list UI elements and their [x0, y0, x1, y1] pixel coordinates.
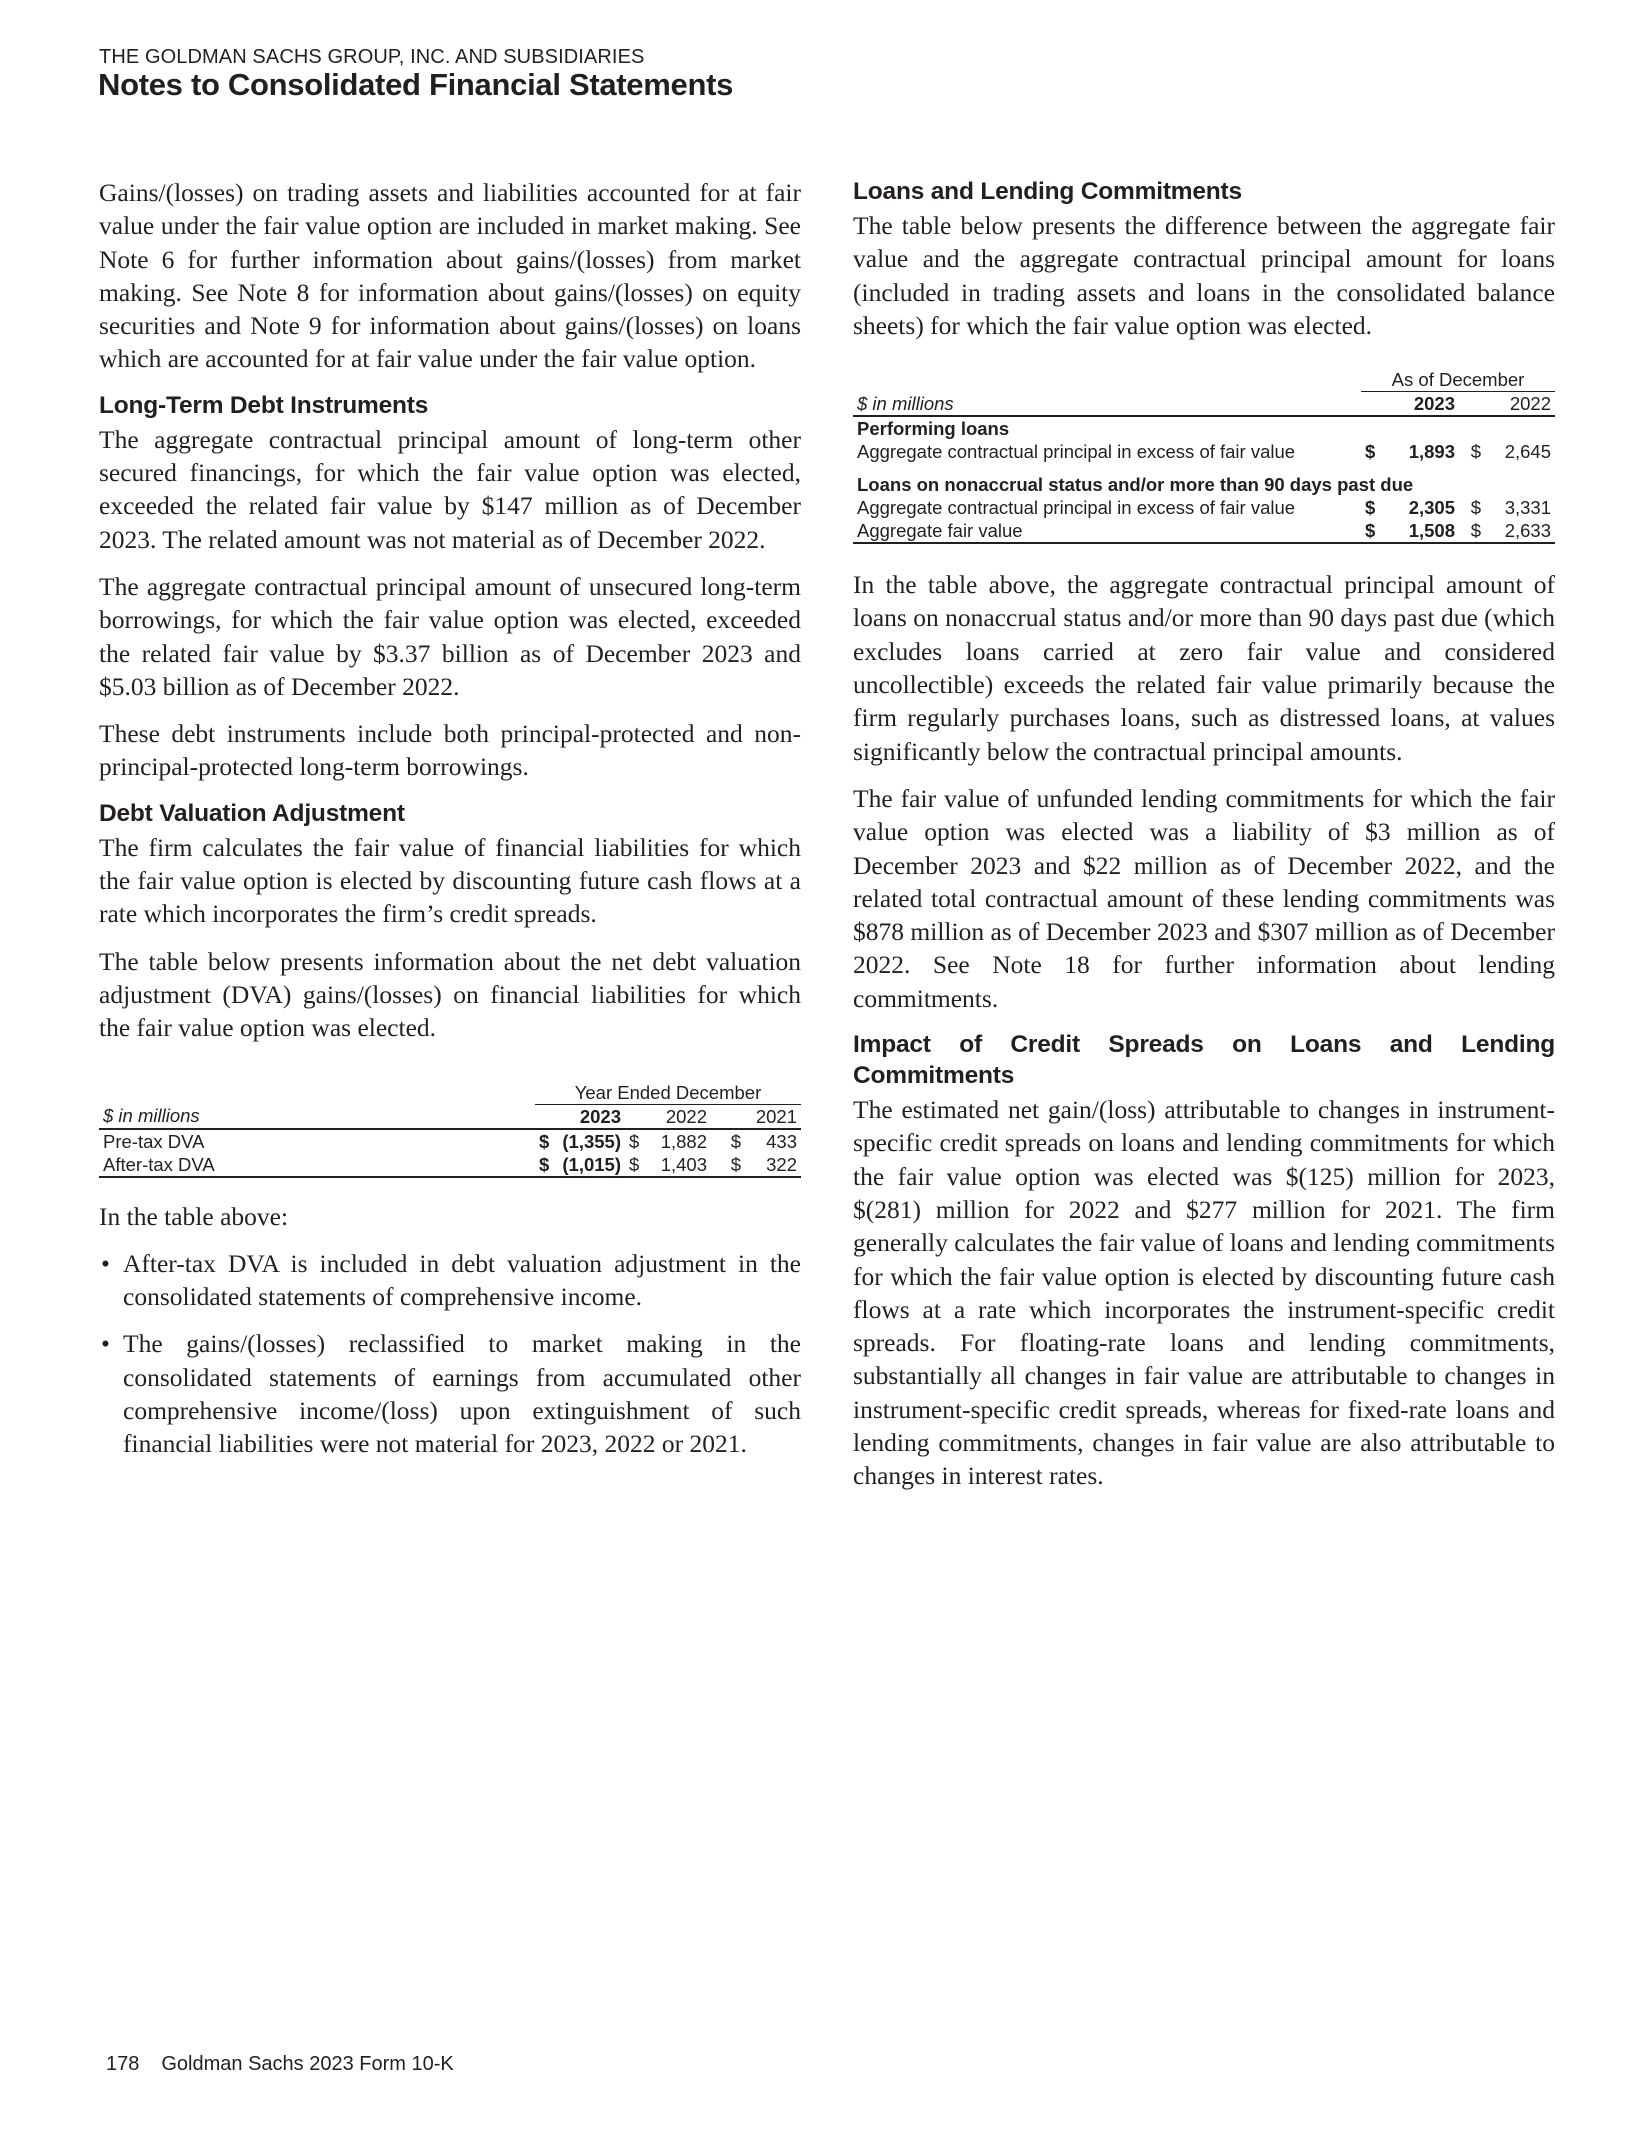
- dva-table: [99, 1081, 801, 1178]
- currency-symbol: $: [1365, 441, 1376, 463]
- currency-symbol: $: [535, 1153, 557, 1177]
- paragraph: The table below presents information about the net debt valuation adjustment (DVA) gains/(losses) on financial liabilities for which the fair value option was elected.: [99, 946, 801, 1043]
- currency-symbol: $: [1365, 497, 1376, 519]
- paragraph: The aggregate contractual principal amount of long-term other secured financings, for which the fair value option was elected, exceeded the related fair value by $147 million as of December 2023. The related amount was not material as of December 2022.: [99, 424, 801, 554]
- section-heading-long-term-debt: Long-Term Debt Instruments: [99, 391, 429, 419]
- section-heading-dva: Debt Valuation Adjustment: [99, 799, 405, 827]
- list-item-text: After-tax DVA is included in debt valuation adjustment in the consolidated statements of comprehensive income.: [123, 1248, 801, 1312]
- table-group-header: Year Ended December: [535, 1081, 801, 1105]
- row-label: Pre-tax DVA: [103, 1130, 205, 1152]
- bullet-icon: •: [101, 1329, 110, 1359]
- paragraph: The firm calculates the fair value of financial liabilities for which the fair value option is elected by discounting future cash flows at a rate which incorporates the firm’s credit spreads.: [99, 832, 801, 929]
- section-heading-credit-spreads: Impact of Credit Spreads on Loans and Lending Commitments: [853, 1031, 1555, 1090]
- row-label: After-tax DVA: [99, 1153, 535, 1177]
- currency-symbol: $: [625, 1153, 647, 1177]
- currency-symbol: $: [1361, 519, 1383, 543]
- paragraph: In the table above, the aggregate contractual principal amount of loans on nonaccrual status and/or more than 90 days past due (which excludes loans carried at zero fair value and considered uncollectible) exceeds the related fair value primarily because the firm regularly purchases loans, such as distressed loans, at values significantly below the contractual principal amounts.: [853, 570, 1555, 766]
- cell-value: 322: [745, 1153, 801, 1177]
- currency-symbol: $: [730, 1130, 741, 1152]
- cell-value: 1,403: [647, 1153, 711, 1177]
- paragraph: The aggregate contractual principal amount of unsecured long-term borrowings, for which the fair value option was elected, exceeded the related fair value by $3.37 billion as of December 2023 and $5.03 billion as of December 2022.: [99, 571, 801, 701]
- currency-symbol: $: [1470, 497, 1481, 519]
- left-column: [99, 176, 801, 1475]
- right-column: [853, 176, 1555, 1507]
- company-name: THE GOLDMAN SACHS GROUP, INC. AND SUBSIDIARIES: [99, 46, 645, 68]
- column-header: 2023: [1383, 392, 1459, 417]
- bullet-list: [99, 1247, 801, 1461]
- cell-value: 1,882: [660, 1130, 707, 1152]
- row-label: Aggregate contractual principal in excess of fair value: [857, 441, 1296, 463]
- column-header: 2021: [745, 1104, 801, 1129]
- currency-symbol: $: [539, 1130, 550, 1152]
- table-row: [99, 1129, 801, 1153]
- cell-value: 2,305: [1408, 497, 1455, 519]
- table-section-title: Loans on nonaccrual status and/or more than 90 days past due: [857, 474, 1414, 496]
- table-units: $ in millions: [853, 392, 1361, 417]
- bullet-icon: •: [101, 1248, 110, 1278]
- paragraph: The estimated net gain/(loss) attributable to changes in instrument-specific credit spreads on loans and lending commitments for which the fair value option was elected was $(125) million for 2023, $(281) million for 2022 and $277 million for 2021. The firm generally calculates the fair value of loans and lending commitments for which the fair value option is elected by discounting future cash flows at a rate which incorporates the instrument-specific credit spreads. For floating-rate loans and lending commitments, substantially all changes in fair value are attributable to changes in instrument-specific credit spreads, whereas for fixed-rate loans and lending commitments, changes in fair value are also attributable to changes in interest rates.: [853, 1095, 1555, 1491]
- row-label: Aggregate fair value: [853, 519, 1361, 543]
- page-footer: [106, 2053, 454, 2076]
- cell-value: 1,893: [1408, 441, 1455, 463]
- table-row: [853, 519, 1555, 543]
- column-header: 2022: [647, 1104, 711, 1129]
- list-item: [99, 1247, 801, 1314]
- paragraph: These debt instruments include both principal-protected and non-principal-protected long-term borrowings.: [99, 719, 801, 782]
- table-units: $ in millions: [99, 1104, 535, 1129]
- page-number: 178: [106, 2053, 140, 2075]
- table-row: [853, 440, 1555, 463]
- table-section-title: Performing loans: [857, 418, 1010, 440]
- currency-symbol: $: [711, 1153, 745, 1177]
- cell-value: 1,508: [1383, 519, 1459, 543]
- loans-table: [853, 368, 1555, 544]
- currency-symbol: $: [1470, 441, 1481, 463]
- list-item: [99, 1327, 801, 1460]
- paragraph: In the table above:: [99, 1201, 289, 1231]
- cell-value: 2,633: [1485, 519, 1555, 543]
- cell-value: 2,645: [1504, 441, 1551, 463]
- section-heading-loans: Loans and Lending Commitments: [853, 178, 1242, 205]
- cell-value: (1,015): [557, 1153, 625, 1177]
- currency-symbol: $: [629, 1130, 640, 1152]
- cell-value: (1,355): [562, 1130, 621, 1152]
- row-label: Aggregate contractual principal in excess of fair value: [857, 497, 1296, 519]
- cell-value: 3,331: [1504, 497, 1551, 519]
- document-name: Goldman Sachs 2023 Form 10-K: [161, 2053, 454, 2075]
- cell-value: 433: [766, 1130, 797, 1152]
- currency-symbol: $: [1459, 519, 1485, 543]
- paragraph: The table below presents the difference between the aggregate fair value and the aggregate contractual principal amount for loans (included in trading assets and loans in the consolidated balance sheets) for which the fair value option was elected.: [853, 211, 1555, 340]
- table-row: [99, 1153, 801, 1177]
- intro-paragraph: Gains/(losses) on trading assets and liabilities accounted for at fair value under the fair value option are included in market making. See Note 6 for further information about gains/(losses) from market making. See Note 8 for information about gains/(losses) on equity securities and Note 9 for information about gains/(losses) on loans which are accounted for at fair value under the fair value option.: [99, 178, 801, 374]
- table-row: [853, 496, 1555, 519]
- column-header: 2023: [557, 1104, 625, 1129]
- page-title: Notes to Consolidated Financial Statements: [98, 67, 734, 102]
- list-item-text: The gains/(losses) reclassified to market making in the consolidated statements of earnings from accumulated other comprehensive income/(loss) upon extinguishment of such financial liabilities were not material for 2023, 2022 or 2021.: [123, 1329, 801, 1459]
- column-header: 2022: [1485, 392, 1555, 417]
- table-group-header: As of December: [1361, 368, 1555, 392]
- paragraph: The fair value of unfunded lending commitments for which the fair value option was elected was a liability of $3 million as of December 2023 and $22 million as of December 2022, and the related total contractual amount of these lending commitments was $878 million as of December 2023 and $307 million as of December 2022. See Note 18 for further information about lending commitments.: [853, 783, 1555, 1013]
